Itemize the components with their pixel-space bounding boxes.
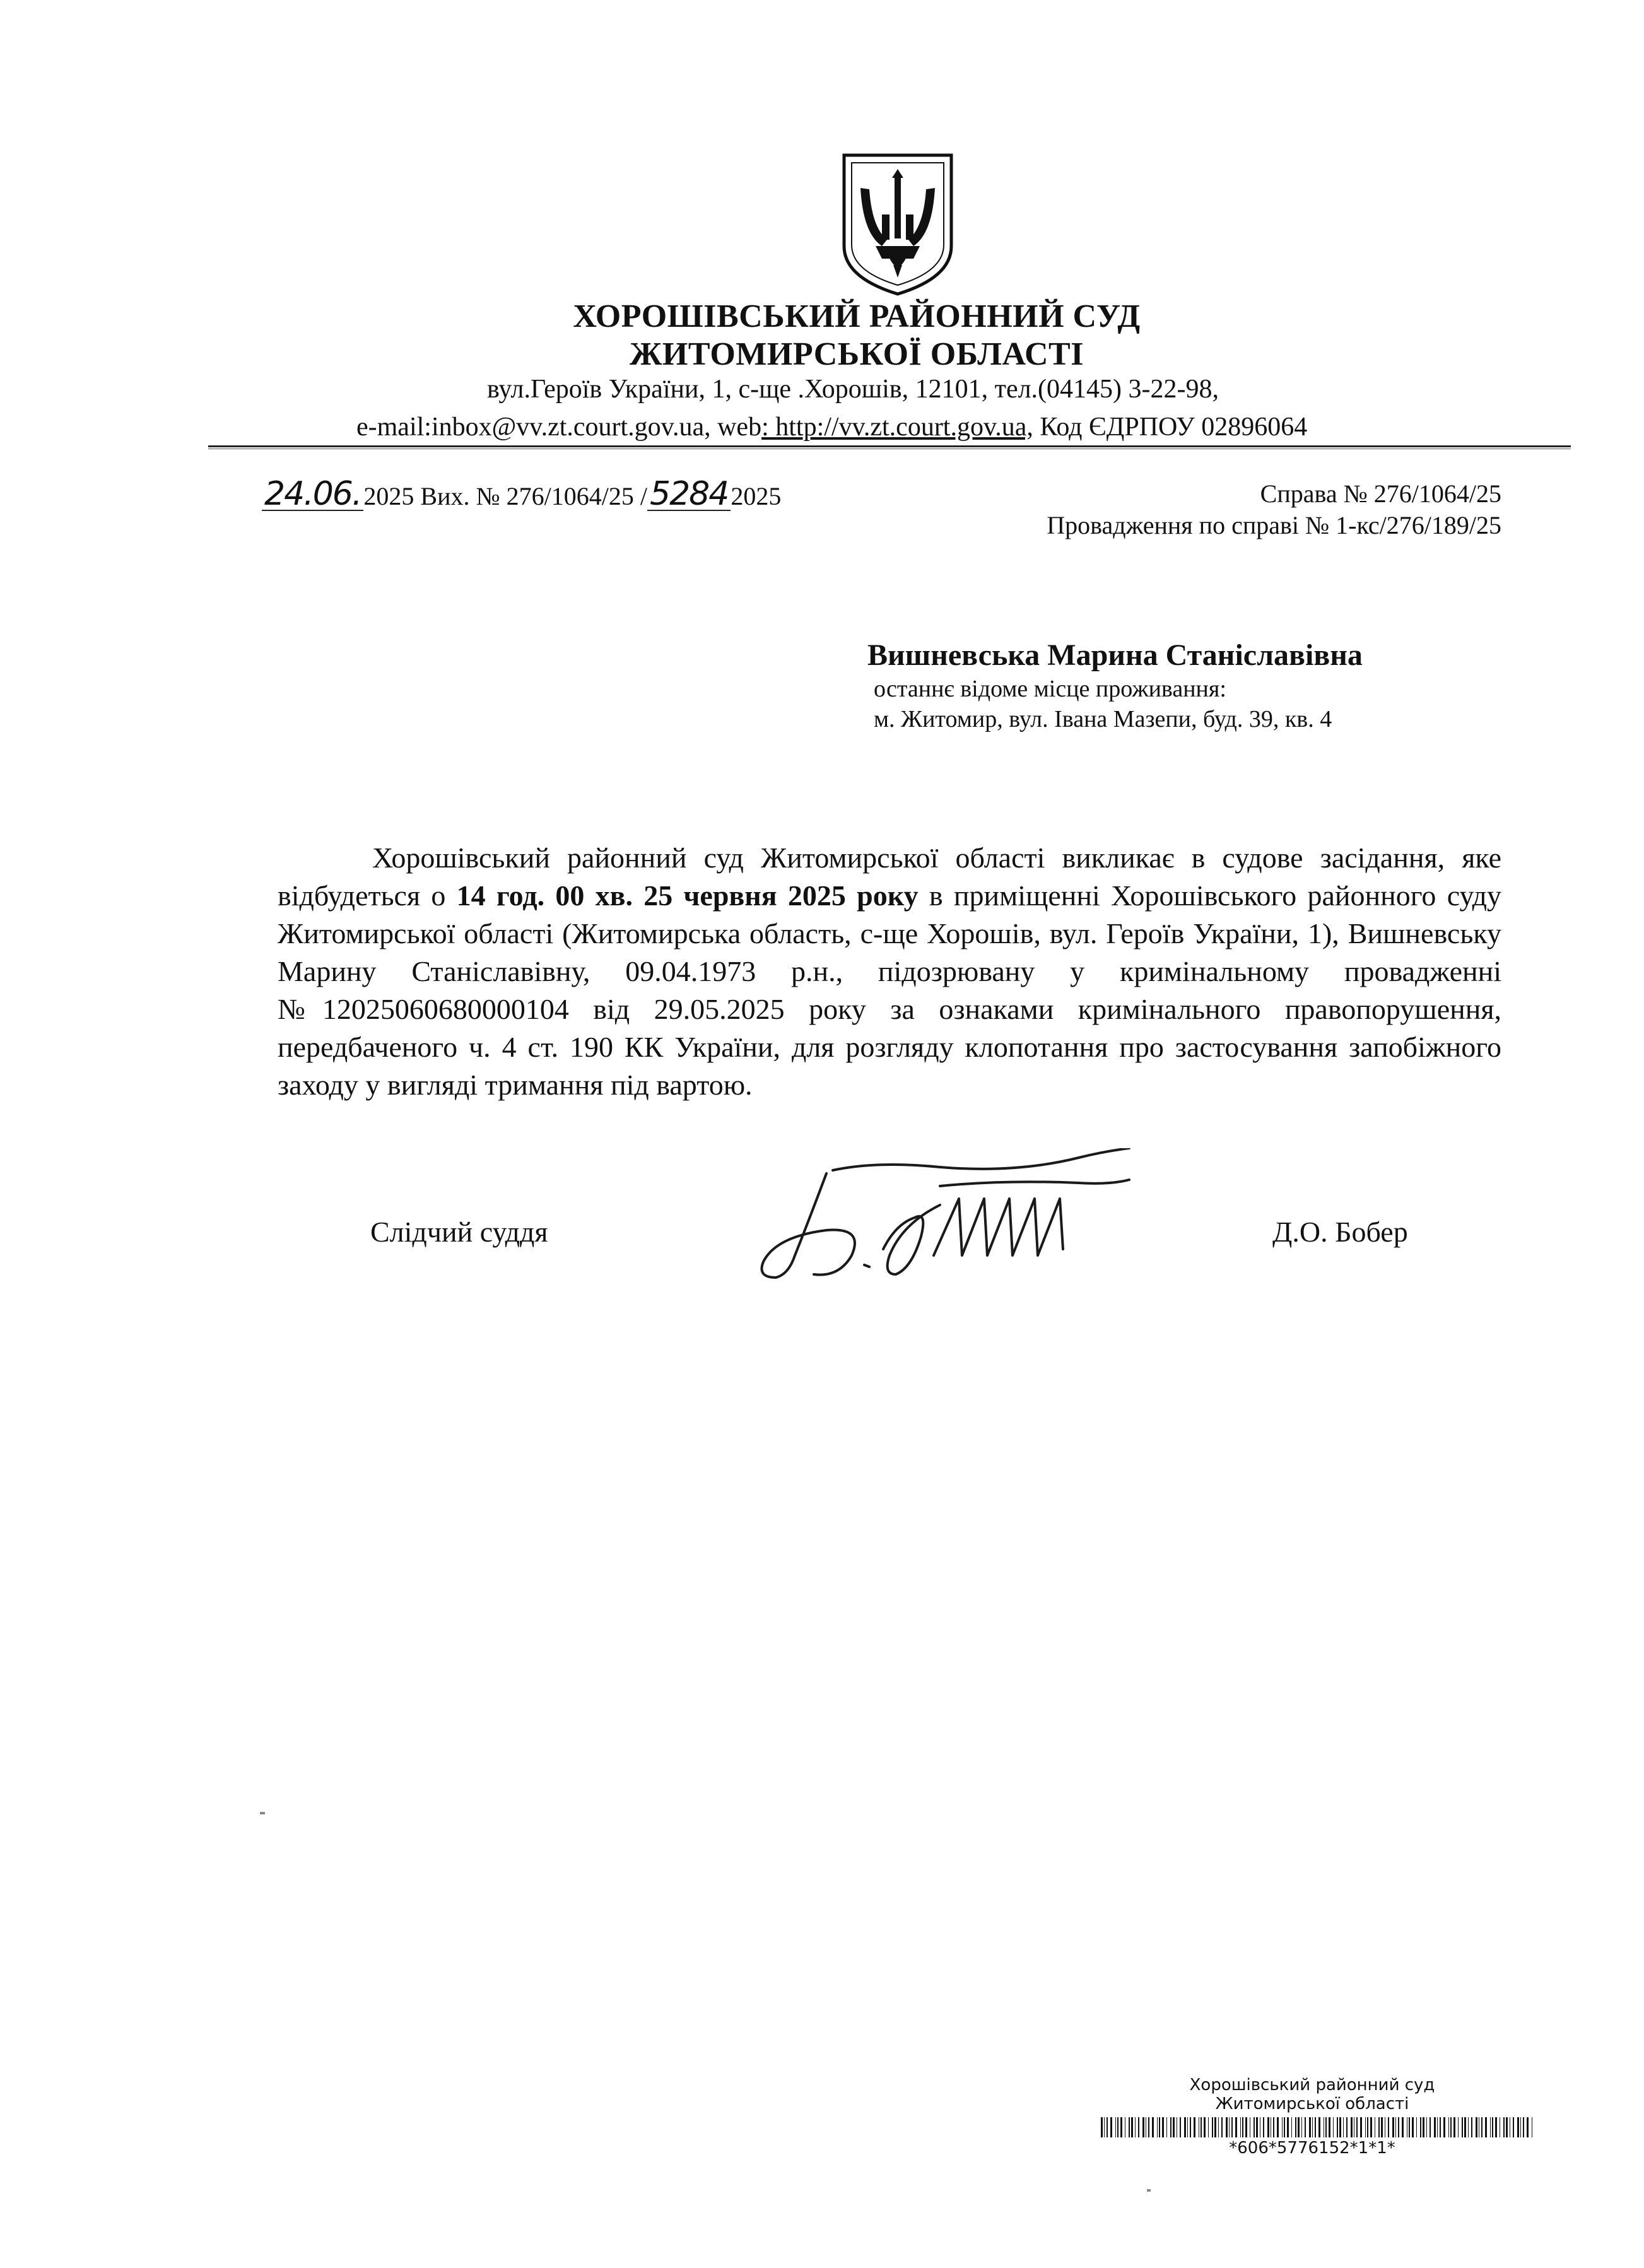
barcode-bar <box>1256 2117 1258 2137</box>
barcode-bar <box>1412 2117 1414 2137</box>
barcode-bar <box>1115 2117 1116 2137</box>
outgoing-reference <box>262 475 782 513</box>
barcode-bar <box>1184 2117 1186 2137</box>
barcode-bar <box>1409 2117 1410 2137</box>
outgoing-prefix: 2025 Вих. № 276/1064/25 / <box>363 482 647 510</box>
summons-paragraph <box>278 839 1501 1104</box>
barcode-bar <box>1485 2117 1487 2137</box>
handwritten-signature <box>751 1148 1142 1293</box>
barcode-bar <box>1120 2117 1122 2137</box>
barcode-bar <box>1416 2117 1417 2137</box>
barcode-bar <box>1420 2117 1421 2137</box>
barcode-bar <box>1333 2117 1334 2137</box>
recipient-address-label: останнє відоме місце проживання: <box>874 676 1226 702</box>
barcode-bar <box>1135 2117 1136 2137</box>
recipient-block <box>867 637 1363 734</box>
barcode-bar <box>1142 2117 1144 2137</box>
barcode-bar <box>1450 2117 1452 2137</box>
barcode-bar <box>1495 2117 1497 2137</box>
barcode-bar <box>1437 2117 1438 2137</box>
case-info <box>1047 478 1501 541</box>
barcode-bar <box>1235 2117 1237 2137</box>
web-label: web <box>717 413 762 442</box>
court-email: e-mail:inbox@vv.zt.court.gov.ua, <box>356 413 711 442</box>
stamp-line2: Житомирської області <box>1215 2095 1409 2113</box>
barcode-bar <box>1157 2117 1158 2137</box>
barcode-bar <box>1458 2117 1459 2137</box>
scan-speck <box>260 1812 265 1814</box>
barcode-bar <box>1337 2117 1338 2137</box>
barcode-bar <box>1218 2117 1219 2137</box>
barcode-bar <box>1107 2117 1108 2137</box>
barcode-bar <box>1476 2117 1477 2137</box>
barcode-bar <box>1367 2117 1368 2137</box>
barcode-bar <box>1287 2117 1289 2137</box>
stamp-line1: Хорошівський районний суд <box>1189 2076 1435 2095</box>
barcode-bar <box>1221 2117 1223 2137</box>
barcode-bar <box>1468 2117 1469 2137</box>
summons-text-part1: Хорошівський районний суд Житомирської області викликає в судове засідання, яке відбудеться о <box>278 842 1501 912</box>
barcode-bar <box>1148 2117 1149 2137</box>
barcode-bar <box>1166 2117 1167 2137</box>
barcode-bar <box>1291 2117 1292 2137</box>
barcode-bar <box>1378 2117 1380 2137</box>
barcode-bar <box>1318 2117 1320 2137</box>
barcode-bar <box>1129 2117 1130 2137</box>
barcode-bar <box>1173 2117 1175 2137</box>
barcode-bar <box>1503 2117 1505 2137</box>
barcode-bar <box>1448 2117 1449 2137</box>
barcode-bar <box>1254 2117 1255 2137</box>
barcode-bar <box>1110 2117 1112 2137</box>
barcode-bar <box>1117 2117 1119 2137</box>
barcode-bar <box>1440 2117 1441 2137</box>
barcode-bar <box>1242 2117 1243 2137</box>
court-name-line1: ХОРОШІВСЬКИЙ РАЙОННИЙ СУД <box>573 298 1141 334</box>
barcode-bar <box>1180 2117 1181 2137</box>
barcode-bar <box>1398 2117 1399 2137</box>
outgoing-year: 2025 <box>731 482 782 510</box>
barcode-bar <box>1517 2117 1519 2137</box>
barcode-bar <box>1453 2117 1455 2137</box>
barcode-bar <box>1190 2117 1191 2137</box>
barcode-bar <box>1312 2117 1313 2137</box>
barcode-bar <box>1325 2117 1327 2137</box>
barcode-bar <box>1365 2117 1366 2137</box>
barcode-bar <box>1208 2117 1209 2137</box>
barcode-bar <box>1481 2117 1483 2137</box>
barcode-bar <box>1170 2117 1171 2137</box>
barcode-bar <box>1152 2117 1154 2137</box>
barcode-bar <box>1527 2117 1529 2137</box>
court-name-line2: ЖИТОМИРСЬКОЇ ОБЛАСТІ <box>630 336 1084 372</box>
barcode-number: *606*5776152*1*1* <box>1229 2139 1395 2158</box>
header-divider <box>208 445 1571 447</box>
barcode-bar <box>1273 2117 1274 2137</box>
barcode-bar <box>1462 2117 1463 2137</box>
barcode-bar <box>1490 2117 1491 2137</box>
barcode-bar <box>1506 2117 1508 2137</box>
barcode-bar <box>1339 2117 1341 2137</box>
barcode-bar <box>1267 2117 1269 2137</box>
barcode-bar <box>1298 2117 1300 2137</box>
barcode-bar <box>1204 2117 1206 2137</box>
barcode-bar <box>1370 2117 1372 2137</box>
barcode-bar <box>1360 2117 1362 2137</box>
scan-speck <box>1147 2189 1151 2192</box>
judge-name: Д.О. Бобер <box>1272 1216 1408 1248</box>
summons-text-part2: в приміщенні Хорошівського районного суду Житомирської області (Житомирська область, с-ще Хорошів, вул. Героїв України, 1), Вишневську Марину Станіславівну, 09.04.1973 р.н., підозрювану у кримінальному провадженні №12025060680000104 від 29.05.2025 року за ознаками кримінального правопорушення, передбаченого ч. 4 ст. 190 КК України, для розгляду клопотання про застосування запобіжного заходу у вигляді тримання під вартою. <box>278 879 1502 1101</box>
barcode-bar <box>1231 2117 1233 2137</box>
edrpou-code: Код ЄДРПОУ 02896064 <box>1040 413 1308 442</box>
recipient-address: м. Житомир, вул. Івана Мазепи, буд. 39, кв. 4 <box>874 706 1332 732</box>
handwritten-number: 5284 <box>647 478 731 511</box>
barcode-bar <box>1492 2117 1493 2137</box>
barcode-bar <box>1388 2117 1389 2137</box>
barcode-bar <box>1229 2117 1230 2137</box>
barcode-bar <box>1392 2117 1394 2137</box>
barcode-bar <box>1381 2117 1383 2137</box>
barcode-bar <box>1329 2117 1330 2137</box>
barcode-bar <box>1430 2117 1431 2137</box>
barcode-bar <box>1201 2117 1202 2137</box>
barcode-bar <box>1301 2117 1302 2137</box>
barcode-bar <box>1513 2117 1514 2137</box>
barcode-bar <box>1282 2117 1283 2137</box>
barcode-bar <box>1240 2117 1241 2137</box>
barcode-bar <box>1194 2117 1195 2137</box>
coat-of-arms-emblem <box>838 151 958 298</box>
barcode-bar <box>1245 2117 1247 2137</box>
court-website-link[interactable]: : http://vv.zt.court.gov.ua, <box>761 413 1033 442</box>
case-number: Справа № 276/1064/25 <box>1260 479 1501 508</box>
hearing-datetime: 14 год. 00 хв. 25 червня 2025 року <box>456 879 919 912</box>
barcode <box>1101 2117 1536 2137</box>
barcode-bar <box>1212 2117 1213 2137</box>
barcode-bar <box>1214 2117 1216 2137</box>
barcode-bar <box>1309 2117 1311 2137</box>
barcode-bar <box>1346 2117 1347 2137</box>
barcode-bar <box>1520 2117 1521 2137</box>
barcode-bar <box>1315 2117 1316 2137</box>
barcode-bar <box>1464 2117 1466 2137</box>
barcode-bar <box>1356 2117 1358 2137</box>
barcode-bar <box>1104 2117 1105 2137</box>
barcode-bar <box>1187 2117 1188 2137</box>
barcode-bar <box>1226 2117 1228 2137</box>
barcode-bar <box>1523 2117 1524 2137</box>
judge-title: Слідчий суддя <box>370 1216 548 1248</box>
barcode-bar <box>1395 2117 1396 2137</box>
barcode-bar <box>1263 2117 1264 2137</box>
barcode-bar <box>1471 2117 1472 2137</box>
barcode-bar <box>1351 2117 1353 2137</box>
barcode-bar <box>1343 2117 1344 2137</box>
barcode-bar <box>1423 2117 1424 2137</box>
court-contacts <box>356 411 1307 443</box>
barcode-bar <box>1138 2117 1139 2137</box>
court-address: вул.Героїв України, 1, с-ще .Хорошів, 12101, тел.(04145) 3-22-98, <box>487 375 1219 404</box>
barcode-bar <box>1162 2117 1164 2137</box>
summons-text <box>278 839 1501 1104</box>
barcode-bar <box>1284 2117 1285 2137</box>
barcode-bar <box>1295 2117 1296 2137</box>
recipient-name: Вишневська Марина Станіславівна <box>867 638 1363 672</box>
barcode-bar <box>1443 2117 1445 2137</box>
proceeding-number: Провадження по справі № 1-кс/276/189/25 <box>1047 511 1501 539</box>
handwritten-date: 24.06. <box>262 478 363 511</box>
barcode-bar <box>1434 2117 1436 2137</box>
barcode-bar <box>1131 2117 1133 2137</box>
barcode-bar <box>1402 2117 1404 2137</box>
barcode-bar <box>1277 2117 1279 2137</box>
barcode-bar <box>1426 2117 1427 2137</box>
barcode-bar <box>1101 2117 1103 2137</box>
barcode-bar <box>1159 2117 1160 2137</box>
court-stamp <box>1091 2076 1533 2113</box>
barcode-bar <box>1305 2117 1306 2137</box>
